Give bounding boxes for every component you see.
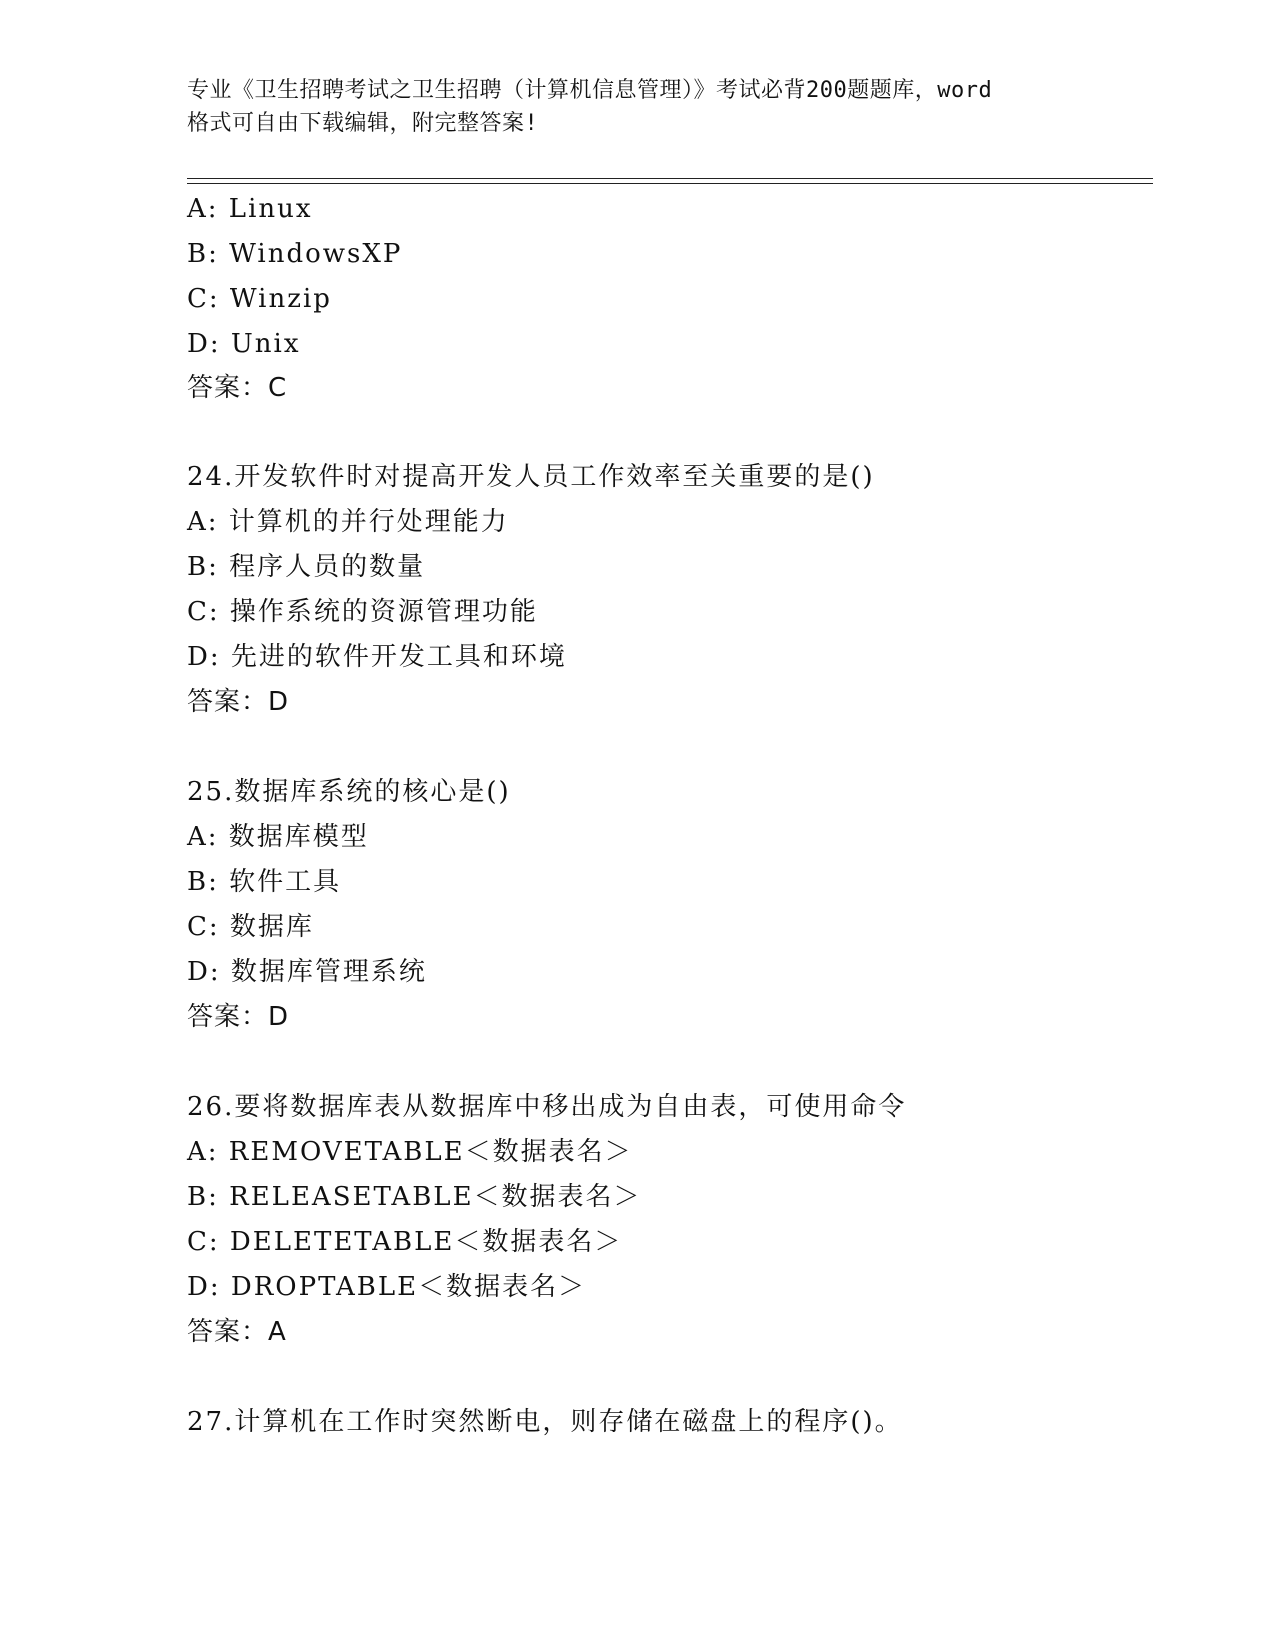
q25-option-b: B: 软件工具 [187,867,342,897]
document-header [187,74,1097,140]
q25-option-c: C: 数据库 [187,912,314,942]
header-line-2: 格式可自由下载编辑，附完整答案! [187,111,539,136]
q23-option-b: B: WindowsXP [187,239,403,269]
q24-option-d: D: 先进的软件开发工具和环境 [187,642,567,672]
q27-stem: 27.计算机在工作时突然断电，则存储在磁盘上的程序()。 [187,1407,903,1437]
q26-option-a: A: REMOVETABLE＜数据表名＞ [187,1137,633,1167]
header-divider-top [187,178,1153,179]
q24-option-c: C: 操作系统的资源管理功能 [187,597,538,627]
q24-option-b: B: 程序人员的数量 [187,552,426,582]
q23-option-a: A: Linux [187,194,313,224]
q25-stem: 25.数据库系统的核心是() [187,777,511,807]
q26-option-d: D: DROPTABLE＜数据表名＞ [187,1272,587,1302]
q23-answer: 答案：C [187,373,288,403]
q24-answer: 答案：D [187,687,290,717]
header-line-1: 专业《卫生招聘考试之卫生招聘（计算机信息管理）》考试必背200题题库，word [187,78,993,103]
q25-answer: 答案：D [187,1002,290,1032]
q24-stem: 24.开发软件时对提高开发人员工作效率至关重要的是() [187,462,875,492]
q23-option-c: C: Winzip [187,284,332,314]
q26-stem: 26.要将数据库表从数据库中移出成为自由表，可使用命令 [187,1092,907,1122]
q26-option-b: B: RELEASETABLE＜数据表名＞ [187,1182,642,1212]
q26-option-c: C: DELETETABLE＜数据表名＞ [187,1227,623,1257]
header-divider-bottom [187,183,1153,184]
q25-option-d: D: 数据库管理系统 [187,957,427,987]
q24-option-a: A: 计算机的并行处理能力 [187,507,509,537]
q25-option-a: A: 数据库模型 [187,822,369,852]
q23-option-d: D: Unix [187,329,301,359]
q26-answer: 答案：A [187,1317,287,1347]
